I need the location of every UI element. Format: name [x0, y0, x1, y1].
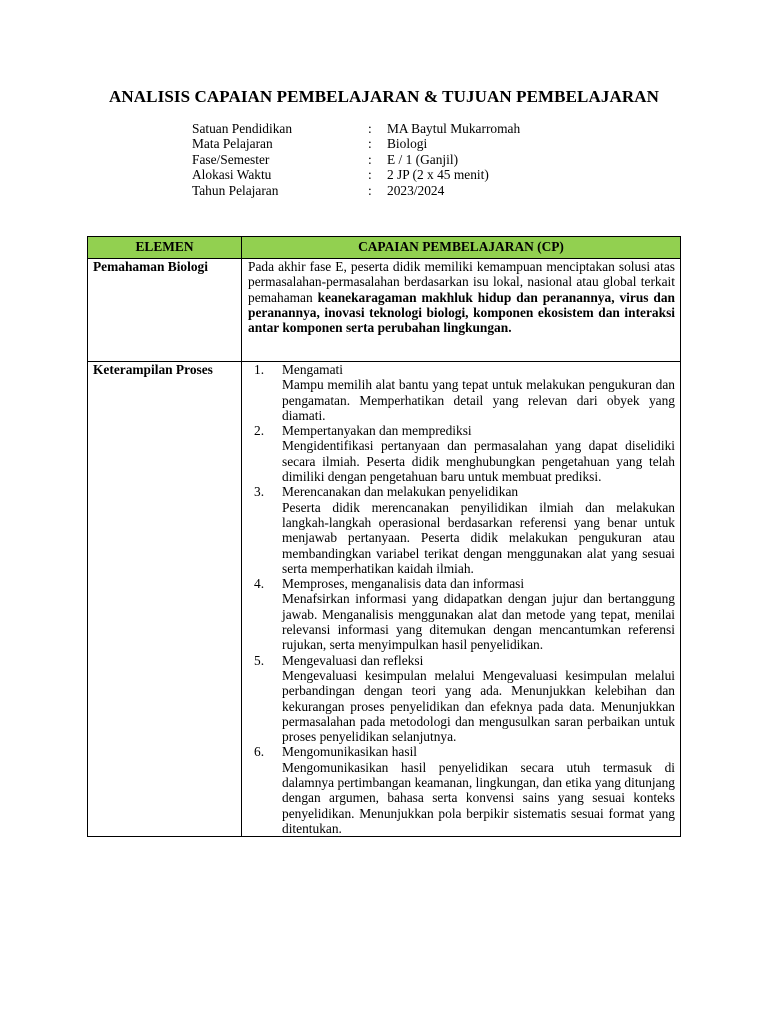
list-item: [248, 744, 675, 836]
process-steps-list: [248, 362, 675, 836]
list-item: [248, 362, 675, 423]
step-description: Mampu memilih alat bantu yang tepat untuk melakukan pengukuran dan pengamatan. Memperhatikan detail yang relevan dari obyek yang diamati.: [282, 377, 675, 423]
list-item: [248, 576, 675, 652]
step-number: 4.: [254, 576, 265, 592]
identity-block: [192, 121, 520, 198]
meta-label: Tahun Pelajaran: [192, 182, 279, 198]
step-description: Mengomunikasikan hasil penyelidikan secara utuh termasuk di dalamnya pertimbangan keamanan, lingkungan, dan etika yang ditunjang dengan argumen, bahasa serta konvensi sains yang sesuai konteks penyelidikan. Menunjukkan pola berpikir sistematis sesuai format yang ditentukan.: [282, 759, 675, 836]
meta-label: Mata Pelajaran: [192, 136, 273, 152]
list-item: [248, 653, 675, 745]
meta-colon: :: [368, 167, 372, 183]
step-title: Mempertanyakan dan memprediksi: [282, 423, 472, 439]
meta-row-mapel: [192, 136, 520, 151]
table-row-pemahaman: [88, 259, 681, 362]
step-description: Peserta didik merencanakan penyilidikan ilmiah dan melakukan langkah-langkah operasional berdasarkan referensi yang benar untuk menjawab pertanyaan. Peserta didik melakukan pengukuran atau membandingkan variabel terikat dengan menggunakan alat yang sesuai serta memperhatikan kaidah ilmiah.: [282, 499, 675, 576]
step-title: Memproses, menganalisis data dan informasi: [282, 576, 525, 592]
meta-row-satuan: [192, 121, 520, 136]
meta-colon: :: [368, 182, 372, 198]
table-row-keterampilan: [88, 362, 681, 837]
step-number: 6.: [254, 744, 265, 760]
step-title: Mengevaluasi dan refleksi: [282, 652, 424, 668]
meta-colon: :: [368, 151, 372, 167]
document-title: ANALISIS CAPAIAN PEMBELAJARAN & TUJUAN PEMBELAJARAN: [109, 87, 659, 106]
meta-row-tahun: [192, 183, 520, 198]
meta-value: E / 1 (Ganjil): [387, 151, 459, 167]
cp-cell: [242, 362, 681, 837]
cp-table: [87, 236, 681, 837]
step-title: Merencanakan dan melakukan penyelidikan: [282, 484, 519, 500]
step-title: Mengomunikasikan hasil: [282, 744, 418, 760]
header-elemen: ELEMEN: [88, 237, 242, 259]
step-title: Mengamati: [282, 362, 343, 377]
elemen-cell: Keterampilan Proses: [88, 362, 242, 837]
meta-row-fase: [192, 152, 520, 167]
meta-label: Alokasi Waktu: [192, 167, 272, 183]
step-description: Menafsirkan informasi yang didapatkan dengan jujur dan bertanggung jawab. Menganalisis menggunakan alat dan metode yang tepat, menilai relevansi informasi yang ditemukan dengan mencantumkan referensi rujukan, serta menyimpulkan hasil penyelidikan.: [282, 591, 675, 653]
meta-value: Biologi: [387, 136, 428, 152]
header-cp: CAPAIAN PEMBELAJARAN (CP): [242, 237, 681, 259]
elemen-cell: Pemahaman Biologi: [88, 259, 242, 362]
table-header-row: [88, 237, 681, 259]
cp-text-bold: keanekaragaman makhluk hidup dan peranannya, virus dan peranannya, inovasi teknologi biologi, komponen ekosistem dan interaksi antar komponen serta perubahan lingkungan.: [248, 289, 675, 336]
meta-value: 2023/2024: [387, 182, 445, 198]
cp-text-plain: Pada akhir fase E, peserta didik memiliki kemampuan menciptakan solusi atas permasalahan-permasalahan berdasarkan isu lokal, nasional atau global terkait pemahaman: [248, 259, 675, 305]
meta-label: Fase/Semester: [192, 151, 270, 167]
step-number: 5.: [254, 652, 265, 668]
list-item: [248, 484, 675, 576]
meta-value: 2 JP (2 x 45 menit): [387, 167, 489, 183]
list-item: [248, 423, 675, 484]
meta-row-alokasi: [192, 167, 520, 182]
step-number: 2.: [254, 423, 265, 439]
meta-label: Satuan Pendidikan: [192, 121, 293, 136]
step-description: Mengevaluasi kesimpulan melalui Mengevaluasi kesimpulan melalui perbandingan dengan teori yang ada. Menunjukkan kelebihan dan kekurangan proses penyelidikan dan efeknya pada data. Menunjukkan permasalahan pada metodologi dan mengusulkan saran perbaikan untuk proses penyelidikan selanjutnya.: [282, 667, 675, 745]
step-number: 1.: [254, 362, 265, 377]
cp-cell: [242, 259, 681, 362]
step-number: 3.: [254, 484, 265, 500]
meta-value: MA Baytul Mukarromah: [387, 121, 521, 136]
meta-colon: :: [368, 121, 372, 136]
meta-colon: :: [368, 136, 372, 152]
step-description: Mengidentifikasi pertanyaan dan permasalahan yang dapat diselidiki secara ilmiah. Peserta didik menghubungkan pengetahuan yang telah dimiliki dengan pengetahuan baru untuk membuat prediksi.: [282, 438, 675, 485]
